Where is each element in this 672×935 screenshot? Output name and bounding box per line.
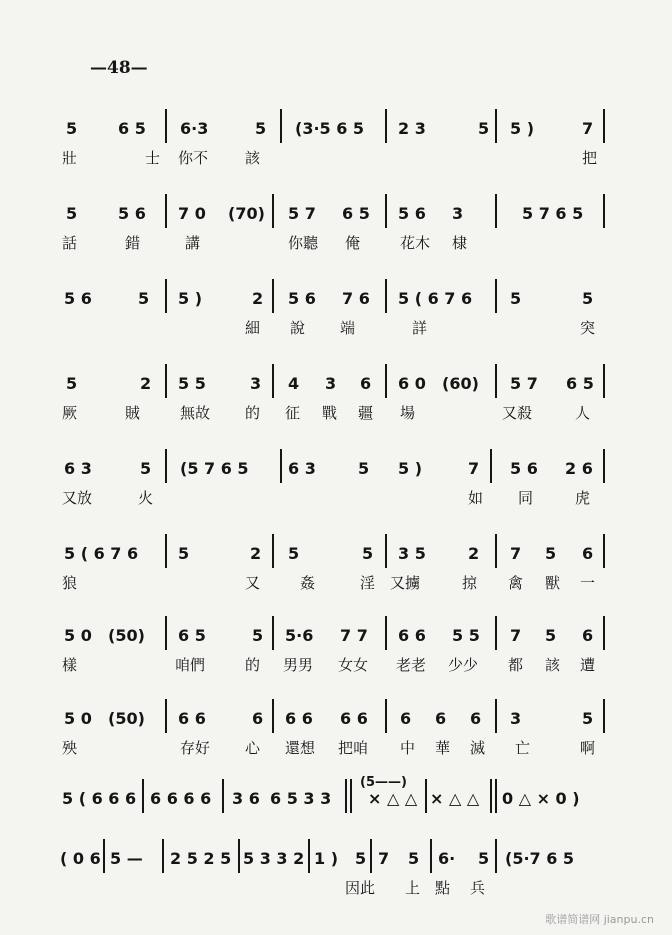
- bar-line: [350, 779, 352, 813]
- lyric: 遭: [580, 656, 596, 674]
- note-group: 7: [510, 544, 522, 563]
- note-group: 5: [66, 204, 78, 223]
- note-group: 6: [582, 626, 594, 645]
- lyric: 禽: [508, 574, 524, 592]
- bar-line: [495, 616, 497, 650]
- note-group: 6: [582, 544, 594, 563]
- lyric: 老老: [396, 656, 427, 674]
- bar-line: [280, 109, 282, 143]
- note-group: 3: [452, 204, 464, 223]
- bar-line: [385, 109, 387, 143]
- note-group: 5 6: [510, 459, 538, 478]
- bar-line: [603, 699, 605, 733]
- lyric: 滅: [470, 739, 486, 757]
- note-group: 5 7: [288, 204, 316, 223]
- note-group: 5 ): [178, 289, 203, 308]
- notation-line: [0, 775, 672, 815]
- notation-line: [0, 622, 672, 652]
- note-group: 5 0: [64, 709, 92, 728]
- lyric: 樣: [62, 656, 78, 674]
- lyric: 又: [245, 574, 261, 592]
- note-group: × △ △: [368, 789, 418, 808]
- note-group: 3 6: [232, 789, 260, 808]
- note-group: 6: [470, 709, 482, 728]
- note-group: 5 5: [178, 374, 206, 393]
- page-number: —48—: [90, 58, 148, 78]
- notation-line: [0, 705, 672, 735]
- lyric: 存好: [180, 739, 211, 757]
- lyric: 你聽: [288, 234, 319, 252]
- note-group: 5: [66, 374, 78, 393]
- note-group: 6: [252, 709, 264, 728]
- note-group: 5 6: [288, 289, 316, 308]
- note-group: 5 0: [64, 626, 92, 645]
- note-group: 5: [478, 119, 490, 138]
- lyric: 還想: [285, 739, 316, 757]
- lyric: 啊: [580, 739, 596, 757]
- lyric: 姦: [300, 574, 316, 592]
- note-group: 6: [435, 709, 447, 728]
- bar-line: [603, 194, 605, 228]
- lyric: 狼: [62, 574, 78, 592]
- bar-line: [272, 279, 274, 313]
- note-group: 3: [325, 374, 337, 393]
- bar-line: [370, 839, 372, 873]
- note-group: 5 6: [398, 204, 426, 223]
- note-group: 2 6: [565, 459, 593, 478]
- note-group: 6 6: [285, 709, 313, 728]
- note-group: 6 6: [398, 626, 426, 645]
- bar-line: [495, 699, 497, 733]
- lyric: 錯: [125, 234, 141, 252]
- lyrics-line: [0, 570, 672, 600]
- note-group: 5: [545, 626, 557, 645]
- lyric: 無故: [180, 404, 211, 422]
- lyric: 詳: [412, 319, 428, 337]
- lyrics-line: [0, 400, 672, 430]
- note-group: 5: [582, 289, 594, 308]
- bar-line: [385, 699, 387, 733]
- note-group: 6 0: [398, 374, 426, 393]
- note-group: 7 0: [178, 204, 206, 223]
- note-group: 5 —: [110, 849, 143, 868]
- lyric: 把咱: [338, 739, 369, 757]
- note-group: 6 6: [340, 709, 368, 728]
- note-group: 5: [408, 849, 420, 868]
- lyric: 因此: [345, 879, 376, 897]
- bar-line: [603, 449, 605, 483]
- lyric: 掠: [462, 574, 478, 592]
- lyrics-line: [0, 485, 672, 515]
- note-group: (50): [108, 709, 145, 728]
- bar-line: [308, 839, 310, 873]
- note-group: 5 ): [398, 459, 423, 478]
- lyric: 端: [340, 319, 356, 337]
- bar-line: [425, 779, 427, 813]
- note-group: 5: [355, 849, 367, 868]
- note-group: 2: [250, 544, 262, 563]
- bar-line: [495, 534, 497, 568]
- note-group: 5: [288, 544, 300, 563]
- watermark-text: 歌谱简谱网 jianpu.cn: [545, 913, 654, 926]
- notation-line: [0, 455, 672, 485]
- bar-line: [495, 364, 497, 398]
- note-group: (70): [228, 204, 265, 223]
- lyric: 人: [575, 404, 591, 422]
- note-group: 5 7: [510, 374, 538, 393]
- note-group: 6 5 3 3: [270, 789, 332, 808]
- lyric: 講: [185, 234, 201, 252]
- note-group: 6 6 6 6: [150, 789, 212, 808]
- note-group: (5 7 6 5: [180, 459, 249, 478]
- note-group: 5: [582, 709, 594, 728]
- lyric: 的: [245, 404, 261, 422]
- bar-line: [165, 364, 167, 398]
- note-group: (5·7 6 5: [505, 849, 575, 868]
- note-group: 5 ( 6 7 6: [64, 544, 139, 563]
- note-group: 5: [358, 459, 370, 478]
- lyric: 心: [245, 739, 261, 757]
- note-group: 7: [582, 119, 594, 138]
- note-group: 6 6: [178, 709, 206, 728]
- lyric: 棣: [452, 234, 468, 252]
- lyric: 你不: [178, 149, 209, 167]
- bar-line: [272, 364, 274, 398]
- note-group: 5 6: [64, 289, 92, 308]
- note-group: 5 3 3 2: [243, 849, 305, 868]
- note-group: 5 7 6 5: [522, 204, 584, 223]
- notation-line: [0, 370, 672, 400]
- note-group: ( 0 6: [60, 849, 101, 868]
- note-group: 5: [138, 289, 150, 308]
- lyric: 華: [435, 739, 451, 757]
- notation-line: [0, 115, 672, 145]
- lyric: 壯: [62, 149, 78, 167]
- note-group: 6 5: [178, 626, 206, 645]
- lyric: 又擄: [390, 574, 421, 592]
- bar-line: [272, 534, 274, 568]
- lyric: 俺: [345, 234, 361, 252]
- note-group: 0 △ × 0 ): [502, 789, 580, 808]
- lyrics-line: [0, 145, 672, 175]
- lyric: 中: [400, 739, 416, 757]
- note-group: 7 6: [342, 289, 370, 308]
- note-group: 1 ): [314, 849, 339, 868]
- bar-line: [165, 534, 167, 568]
- bar-line: [165, 699, 167, 733]
- note-group: 2: [252, 289, 264, 308]
- lyric: 都: [508, 656, 524, 674]
- note-group: 6 3: [288, 459, 316, 478]
- bar-line: [495, 839, 497, 873]
- note-group: 5: [478, 849, 490, 868]
- note-group: 3 5: [398, 544, 426, 563]
- bar-line: [490, 779, 492, 813]
- lyric: 上: [405, 879, 421, 897]
- bar-line: [385, 534, 387, 568]
- lyric: 一: [580, 574, 596, 592]
- bar-line: [272, 699, 274, 733]
- lyric: 的: [245, 656, 261, 674]
- notation-line: [0, 540, 672, 570]
- lyric: 點: [435, 879, 451, 897]
- lyric: 兵: [470, 879, 486, 897]
- note-group: 6 3: [64, 459, 92, 478]
- lyric: 咱們: [175, 656, 206, 674]
- bar-line: [495, 194, 497, 228]
- lyric: 把: [582, 149, 598, 167]
- lyric: 話: [62, 234, 78, 252]
- lyric: 士: [145, 149, 161, 167]
- bar-line: [495, 109, 497, 143]
- lyric: 虎: [575, 489, 591, 507]
- bar-line: [385, 616, 387, 650]
- bar-line: [385, 364, 387, 398]
- lyric: 場: [400, 404, 416, 422]
- lyrics-line: [0, 735, 672, 765]
- lyric: 疆: [358, 404, 374, 422]
- note-group: 5: [178, 544, 190, 563]
- note-group: 5 5: [452, 626, 480, 645]
- lyric: 該: [245, 149, 261, 167]
- notation-line: [0, 285, 672, 315]
- note-group: 3: [250, 374, 262, 393]
- lyric: 獸: [545, 574, 561, 592]
- note-group: 5 ): [510, 119, 535, 138]
- note-group: 5: [362, 544, 374, 563]
- lyric: 花木: [400, 234, 431, 252]
- bar-line: [490, 449, 492, 483]
- note-group: 5·6: [285, 626, 314, 645]
- lyric: 突: [580, 319, 596, 337]
- note-group: 6 5: [118, 119, 146, 138]
- note-group: 5 ( 6 6 6: [62, 789, 137, 808]
- bar-line: [495, 279, 497, 313]
- lyric: 該: [545, 656, 561, 674]
- note-group: 2: [140, 374, 152, 393]
- bar-line: [162, 839, 164, 873]
- bar-line: [142, 779, 144, 813]
- lyric: 征: [285, 404, 301, 422]
- note-group: 4: [288, 374, 300, 393]
- bar-line: [603, 616, 605, 650]
- lyric: 賊: [125, 404, 141, 422]
- bar-line: [165, 616, 167, 650]
- bar-line: [222, 779, 224, 813]
- lyric: 淫: [360, 574, 376, 592]
- note-group: 2 3: [398, 119, 426, 138]
- lyric: 火: [138, 489, 154, 507]
- note-group: 2 5 2 5: [170, 849, 232, 868]
- bar-line: [165, 449, 167, 483]
- note-group: (5——): [360, 775, 407, 790]
- note-group: 7: [468, 459, 480, 478]
- lyric: 戰: [322, 404, 338, 422]
- notation-line: [0, 845, 672, 875]
- note-group: 5 6: [118, 204, 146, 223]
- lyric: 厥: [62, 404, 78, 422]
- note-group: × △ △: [430, 789, 480, 808]
- bar-line: [495, 779, 497, 813]
- note-group: 6: [400, 709, 412, 728]
- bar-line: [430, 839, 432, 873]
- bar-line: [165, 194, 167, 228]
- note-group: 6 5: [566, 374, 594, 393]
- lyric: 同: [518, 489, 534, 507]
- note-group: 6 5: [342, 204, 370, 223]
- note-group: 6·: [438, 849, 456, 868]
- note-group: 5: [255, 119, 267, 138]
- bar-line: [280, 449, 282, 483]
- note-group: 5: [66, 119, 78, 138]
- note-group: 5: [510, 289, 522, 308]
- note-group: 5: [545, 544, 557, 563]
- lyric: 女女: [338, 656, 369, 674]
- note-group: 7: [510, 626, 522, 645]
- lyric: 又放: [62, 489, 93, 507]
- bar-line: [165, 279, 167, 313]
- bar-line: [603, 109, 605, 143]
- note-group: (60): [442, 374, 479, 393]
- lyrics-line: [0, 230, 672, 260]
- lyric: 少少: [448, 656, 479, 674]
- bar-line: [385, 279, 387, 313]
- lyrics-line: [0, 315, 672, 345]
- bar-line: [165, 109, 167, 143]
- lyric: 男男: [283, 656, 314, 674]
- note-group: (3·5 6 5: [295, 119, 365, 138]
- note-group: 5: [140, 459, 152, 478]
- note-group: 7 7: [340, 626, 368, 645]
- bar-line: [103, 839, 105, 873]
- note-group: (50): [108, 626, 145, 645]
- note-group: 3: [510, 709, 522, 728]
- bar-line: [603, 364, 605, 398]
- note-group: 6·3: [180, 119, 209, 138]
- note-group: 2: [468, 544, 480, 563]
- lyrics-line: [0, 875, 672, 905]
- lyrics-line: [0, 652, 672, 682]
- lyric: 又殺: [502, 404, 533, 422]
- notation-line: [0, 200, 672, 230]
- bar-line: [385, 194, 387, 228]
- lyric: 殃: [62, 739, 78, 757]
- note-group: 5: [252, 626, 264, 645]
- lyric: 如: [468, 489, 484, 507]
- bar-line: [345, 779, 347, 813]
- bar-line: [272, 616, 274, 650]
- lyric: 說: [290, 319, 306, 337]
- note-group: 6: [360, 374, 372, 393]
- note-group: 5 ( 6 7 6: [398, 289, 473, 308]
- note-group: 7: [378, 849, 390, 868]
- lyric: 細: [245, 319, 261, 337]
- lyric: 亡: [515, 739, 531, 757]
- bar-line: [272, 194, 274, 228]
- bar-line: [238, 839, 240, 873]
- bar-line: [603, 534, 605, 568]
